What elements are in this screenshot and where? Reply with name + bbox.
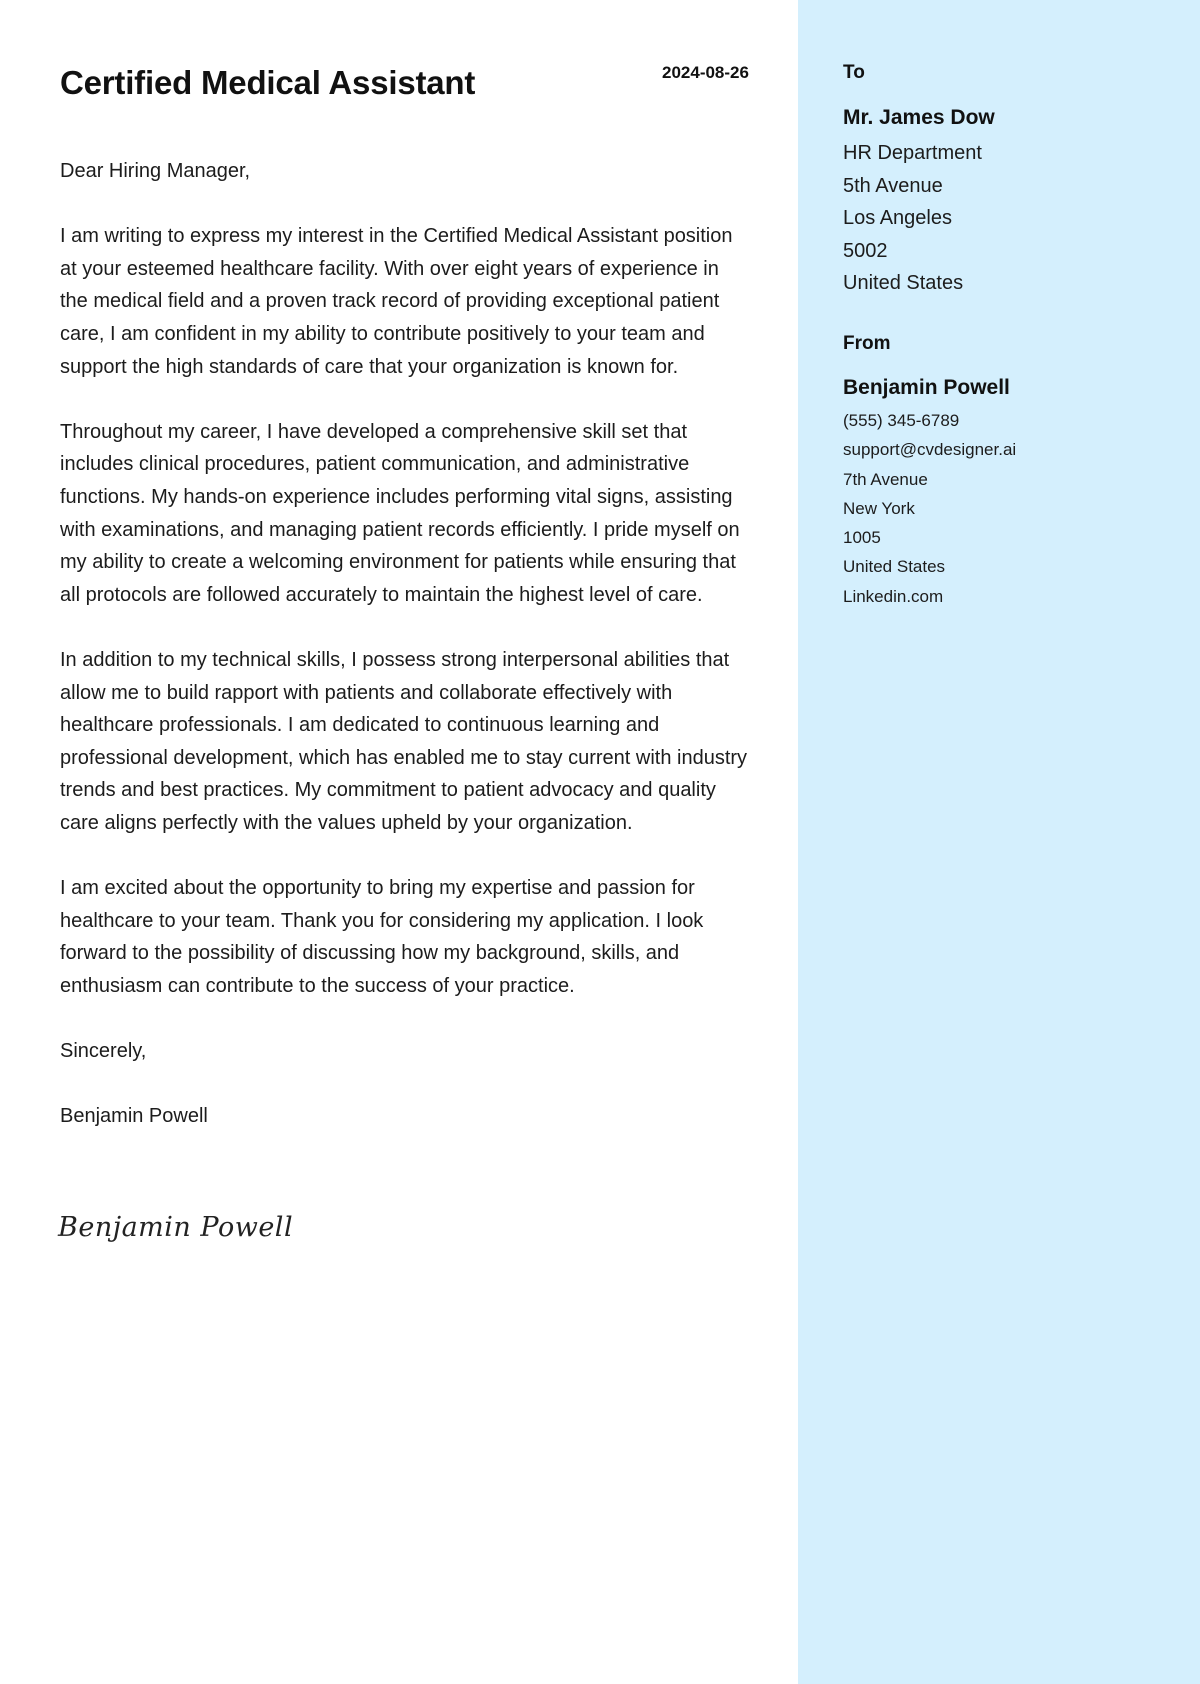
- sender-label: From: [843, 333, 891, 354]
- greeting: Dear Hiring Manager,: [60, 160, 251, 182]
- paragraph-closing: I am excited about the opportunity to bring my expertise and passion for healthcare to your team. Thank you for considering my application. I look forward to the possibility of discussing how my background, skills, and enthusiasm can contribute to the success of your practice.: [60, 877, 704, 997]
- sender-country: United States: [843, 557, 946, 577]
- recipient-street: 5th Avenue: [843, 174, 943, 197]
- contact-sidebar: [798, 0, 1200, 1684]
- sender-phone: (555) 345-6789: [843, 411, 960, 430]
- letter-title: Certified Medical Assistant: [60, 64, 476, 101]
- recipient-postal-code: 5002: [843, 239, 888, 262]
- sender-contact: [843, 406, 1016, 611]
- sender-name-closing: Benjamin Powell: [60, 1105, 208, 1128]
- letter-content: [60, 155, 752, 1165]
- recipient-city: Los Angeles: [843, 207, 952, 230]
- recipient-department: HR Department: [843, 142, 982, 164]
- sender-name: Benjamin Powell: [843, 376, 1010, 399]
- sender-website[interactable]: Linkedin.com: [843, 586, 944, 606]
- paragraph-skills: Throughout my career, I have developed a comprehensive skill set that includes clinical procedures, patient communication, and administrative functions. My hands-on experience includes performing vital signs, assisting with examinations, and managing patient records efficiently. I pride myself on my ability to create a welcoming environment for patients while ensuring that all protocols are followed accurately to maintain the highest level of care.: [60, 420, 740, 606]
- sender-postal-code: 1005: [843, 528, 881, 548]
- recipient-address: [843, 137, 982, 300]
- sender-street: 7th Avenue: [843, 469, 928, 489]
- paragraph-interpersonal: In addition to my technical skills, I possess strong interpersonal abilities that allow me to build rapport with patients and collaborate effectively with healthcare professionals. I am dedicated to continuous learning and professional development, which has enabled me to stay current with industry trends and best practices. My commitment to patient advocacy and quality care aligns perfectly with the values upheld by your organization.: [60, 648, 748, 834]
- sender-email[interactable]: support@cvdesigner.ai: [843, 440, 1017, 460]
- paragraph-intro: I am writing to express my interest in the Certified Medical Assistant position at your esteemed healthcare facility. With over eight years of experience in the medical field and a proven track record of providing exceptional patient care, I am confident in my ability to contribute positively to your team and support the high standards of care that your organization is known for.: [60, 225, 733, 378]
- recipient-label: To: [843, 62, 865, 83]
- sender-city: New York: [843, 498, 915, 518]
- closing-phrase: Sincerely,: [60, 1040, 147, 1063]
- letter-date: 2024-08-26: [662, 63, 749, 82]
- recipient-country: United States: [843, 272, 964, 295]
- handwritten-signature: Benjamin Powell: [58, 1212, 294, 1243]
- recipient-name: Mr. James Dow: [843, 106, 995, 129]
